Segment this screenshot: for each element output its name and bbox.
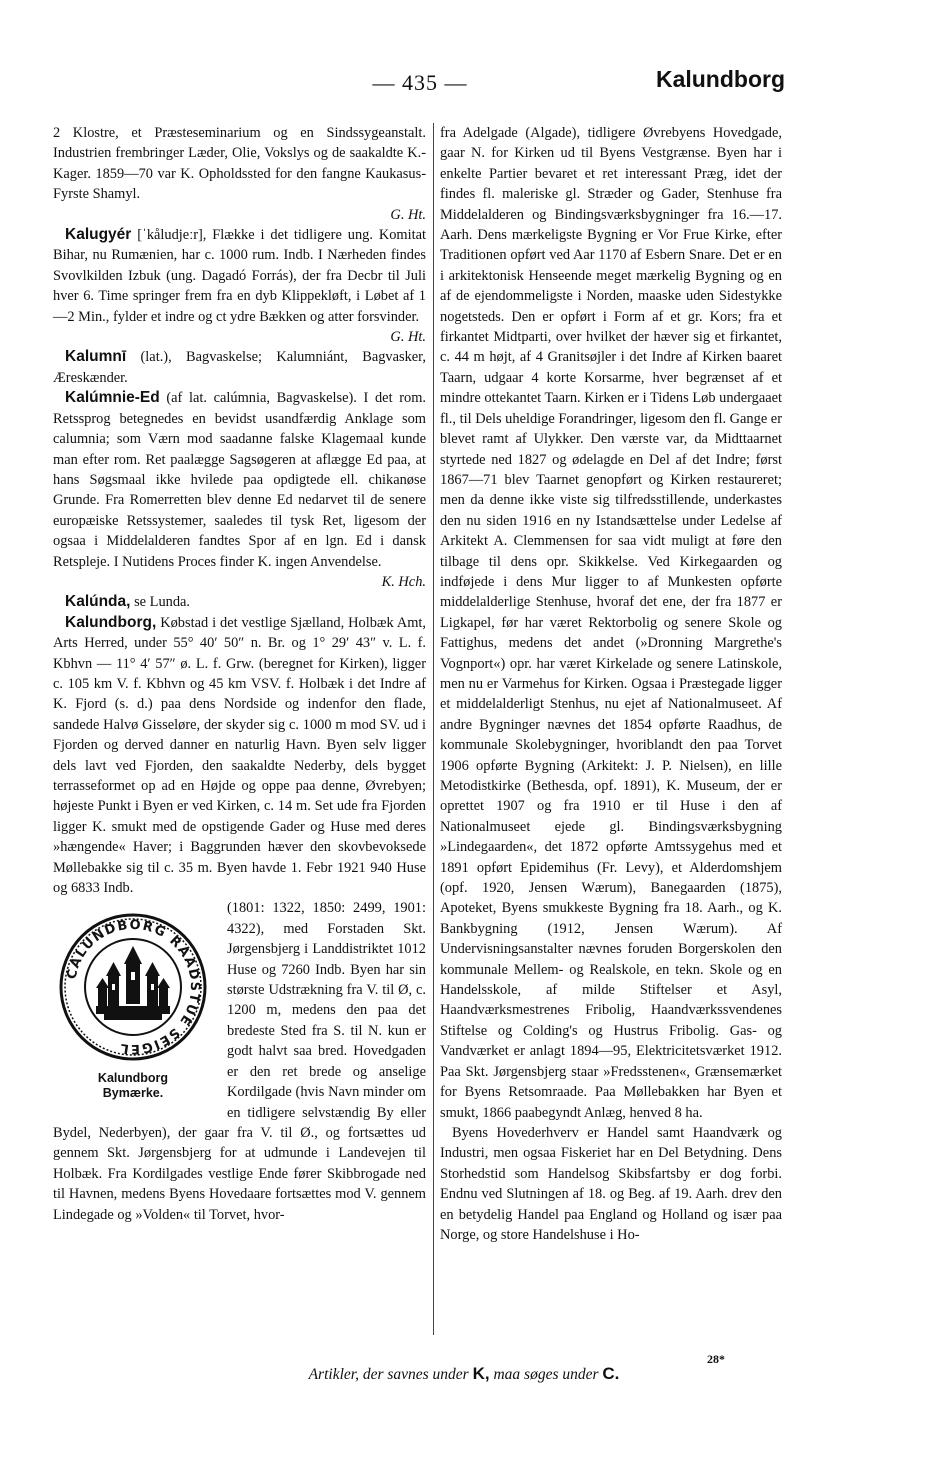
headword: Kalúnda, (65, 593, 131, 611)
town-seal-icon (58, 912, 208, 1062)
article-text: Byens Hovederhverv er Handel samt Haandværk og Industri, men ogsaa Fiskeriet har en Del Betydning. Dens Storhedstid som Handelsog Skibsfartsby er dog forbi. Endnu ved Slutningen af 18. og Beg. af 19. Aarh. drev den en betydelig Handel paa England og Holland og især paa Norge, og store Handelshuse i Ho- (440, 1124, 782, 1243)
town-emblem-figure (53, 912, 213, 1100)
article-kalundborg-continued (53, 898, 426, 1225)
article-text: (lat.), Bagvaskelse; Kalumniánt, Bagvasker, Æreskænder. (53, 349, 426, 386)
column-divider (433, 123, 434, 1335)
svg-text:CALUNDBORG RAADSTUE SEIGEL: CALUNDBORG RAADSTUE SEIGEL (64, 918, 203, 1057)
right-column (440, 123, 782, 1245)
running-head-title: Kalundborg (655, 66, 785, 92)
printer-signature-mark: 28* (707, 1352, 725, 1366)
author-signature: G. Ht. (390, 329, 426, 346)
emblem-caption-line: Kalundborg (97, 1070, 169, 1085)
author-signature: K. Hch. (381, 573, 426, 590)
left-column (53, 123, 426, 1225)
article-text: (af lat. calúmnia, Bagvaskelse). I det rom. Retssprog betegnedes en bevidst usandfærdig Anklage som calumnia; som Værn mod saadanne falske Klagemaal kunde man efter rom. Ret paalægge Sagsøgeren at aflægge Ed paa, at hans Søgsmaal ikke hvilede paa opdigtede ell. chikanøse Grunde. Fra Romerretten blev denne Ed nedarvet til de senere europæiske Retssystemer, saaledes til tysk Ret, ligesom der ogsaa i Middelalderen fandtes Spor af en lgn. Ed i dansk Retspleje. I Nutidens Proces finder K. ingen Anvendelse. (53, 390, 426, 570)
article-continuation (53, 123, 426, 225)
footer-note-text: Artikler, der savnes under (308, 1366, 469, 1383)
page-number: — 435 — (372, 70, 468, 95)
headword: Kalundborg, (65, 613, 157, 631)
article-kalugyer (53, 225, 426, 347)
article-kalumnie-ed (53, 388, 426, 592)
headword: Kalumnī (65, 348, 127, 366)
footer-note (0, 1364, 928, 1384)
article-text: fra Adelgade (Algade), tidligere Øvrebyens Hovedgade, gaar N. for Kirken ud til Byens Vestgrænse. Byen har i enkelte Partier bevaret et ret interessant Præg, idet der findes fl. maleriske gl. Stræder og Gader, Stenhuse fra Middelalderen og Bindingsværksbygninger fra 16.—17. Aarh. Dens mærkeligste Bygning er Vor Frue Kirke, efter Traditionen opført ved Aar 1170 af Esbern Snare. Det er en i arkitektonisk Henseende meget mærkelig Bygning og en af de ejendommeligste i Norden, maaske uden Sidestykke nogetsteds. Den er opført i Form af et gr. Kors; fra et firkantet Midtparti, over hvilket der hæver sig et firkantet, c. 44 m højt, af 4 Granitsøjler i det Indre af Kirken baaret Taarn, udgaar 4 korte Korsarme, hver begrænset af et mindre ottekantet Taarn. Kirken er i Tidens Løb undergaaet fl., til Dels uheldige Forandringer, ligesom den fl. Gange er blevet ramt af Ulykker. Den værste var, da Midttaarnet styrtede ned 1827 og ødelagde en Del af det Indre; først 1867—71 blev Taarnet genopført og Kirken restaureret; men da denne ikke viste sig tilfredsstillende, underkastes den nu siden 1916 en ny Istandsættelse under Ledelse af Arkitekt A. Clemmensen for saa vidt muligt at føre den tilbage til dens opr. Skikkelse. Ved Kirkegaarden og indføjede i dens Mur ligger to af Munkesten opførte middelalderlige Stenhuse, hvoraf det ene, der fra 1877 er Ligkapel, før har været Rektorbolig og senere Skole og Fattighus, medens det andet (»Dronning Margrethe's Vognport«) opr. har været Kirkelade og senere Latinskole, men nu er Varmehus for Kirken. Ogsaa i Præstegade ligger et middelalderligt Stenhus, nu ejet af Nationalmuseet. Af andre Bygninger nævnes det 1854 opførte Raadhus, de kommunale Skolebygninger, hvoriblandt den paa Torvet 1906 opførte Bygning (Arkitekt: J. P. Nielsen), en lille Metodistkirke (Bethesda, opf. 1891), K. Museum, der er oprettet 1907 og fra 1910 er til Huse i den af Nationalmuseet ejede gl. Bindingsværksbygning »Lindegaarden«, det 1872 opførte Amtssygehus med et 1891 opført Epidemihus (Fr. Levy), et Alderdomshjem (opf. 1920, Jensen Wærum), Banegaarden (1875), Apoteket, Byens smukkeste Bygning fra 18. Aarh., og K. Bankbygning (1912, Jensen Wærum). Af Undervisningsanstalter nævnes foruden Borgerskolen den kommunale Mellem- og Realskole, en tekn. Skole og en Handelsskole, af milde Stiftelser et Asyl, Haandværksmestrenes Fribolig, Haandværkssvendenes Stiftelse og Colding's og Hustrus Fribolig. Gas- og Vandværket er anlagt 1894—95, Elektricitetsværket 1912. Paa Skt. Jørgensbjerg staar »Fredsstenen«, Grænsemærket for Byens Retsomraade. Paa Møllebakken har Byen et smukt, 1866 paabegyndt Anlæg, henved 8 ha. (440, 125, 782, 1121)
article-text: [ˈkåludjeːr], Flække i det tidligere ung. Komitat Bihar, nu Rumænien, har c. 1000 rum. Indb. I Nærheden findes Svovlkilden Izbuk (ung. Dagadó Forrás), der fra Decbr til Juli hver 6. Time springer frem fra en dyb Klippekløft, i Løbet af 1—2 Min., fylder et indre og ct ydre Bækken og atter forsvinder. (53, 227, 426, 325)
cross-reference: se Lunda. (134, 594, 191, 611)
emblem-caption (53, 1071, 213, 1101)
author-signature: G. Ht. (390, 206, 426, 223)
article-text: Købstad i det vestlige Sjælland, Holbæk Amt, Arts Herred, under 55° 40′ 50″ n. Br. og 1° 29′ 43″ v. L. f. Kbhvn — 11° 4′ 57″ ø. L. f. Grw. (beregnet for Kirken), ligger c. 105 km V. f. Kbhvn og 45 km VSV. f. Holbæk i det Indre af K. Fjord (s. d.) paa dens Nordside og indenfor den flade, sandede Halvø Gisseløre, der skyder sig c. 1000 m mod SV. ud i Fjorden og derved danner en naturlig Havn. Byen selv ligger dels lavt ved Fjorden, den saakaldte Nederby, dels bygget terrasseformet op ad en Højde og oppe paa denne, Øvrebyen; højeste Punkt i Byen er ved Kirken, c. 14 m. Set ude fra Fjorden ligger K. smukt med de opstigende Gader og Huse med deres »hængende« Haver; i Baggrunden hæver den skovbevoksede Møllebakke sig til c. 35 m. Byen havde 1. Febr 1921 940 Huse og 6833 Indb. (53, 614, 426, 897)
article-kalundborg-economy (440, 1123, 782, 1245)
headword: Kalugyér (65, 226, 132, 244)
footer-letter: K, (472, 1364, 490, 1383)
headword: Kalúmnie-Ed (65, 389, 160, 407)
emblem-caption-line: Bymærke. (102, 1085, 164, 1100)
footer-letter: C. (602, 1364, 620, 1383)
article-kalumni (53, 347, 426, 388)
article-text: (1801: 1322, 1850: 2499, 1901: 4322), med Forstaden Skt. Jørgensbjerg i Landdistriktet 1012 Huse og 7260 Indb. Byen har sin største Udstrækning fra V. til Ø, c. 1200 m, medens den paa det bredeste Sted fra S. til N. kun er godt halvt saa bred. Hovedgaden er den ret brede og anselige Kordilgade (hvis Navn minder om en tidligere selvstændig By eller Bydel, Nederbyen), der gaar fra V. til Ø., og fortsættes ud gennem Skt. Jørgensbjerg for at udmunde i Landevejen til Holbæk. Fra Kordilgades vestlige Ende fører Skibbrogade ned til Havnen, medens Byens Hovedaare fortsættes mod V. gennem Lindegade og »Volden« til Torvet, hvor- (53, 900, 426, 1223)
article-kalunda (53, 592, 426, 612)
article-kalundborg-continued (440, 123, 782, 1123)
article-kalundborg (53, 613, 426, 899)
article-text: 2 Klostre, et Præsteseminarium og en Sindssygeanstalt. Industrien frembringer Læder, Olie, Vokslys og de saakaldte K.-Kager. 1859—70 var K. Opholdssted for den fangne Kaukasus-Fyrste Shamyl. (53, 125, 426, 203)
footer-note-text: maa søges under (493, 1366, 599, 1383)
